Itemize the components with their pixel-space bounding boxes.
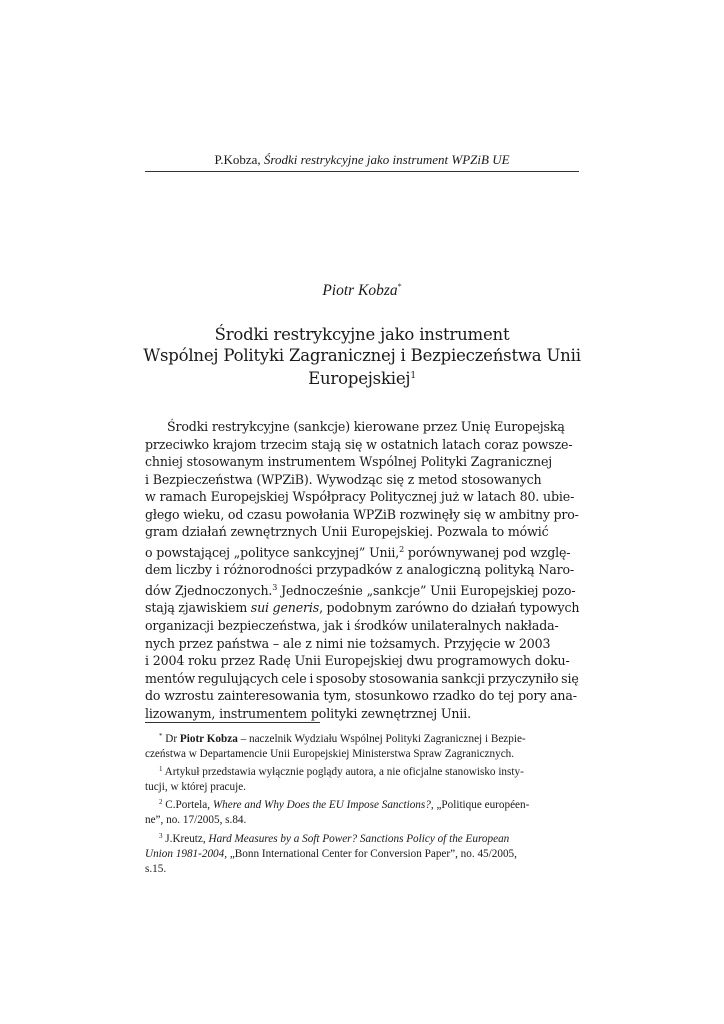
body-line: i Bezpieczeństwa (WPZiB). Wywodząc się z metod stosowanych: [145, 471, 542, 487]
body-line: dów Zjednoczonych.$^3$ Jednocześnie „sankcje” Unii Europejskiej pozo-: [145, 582, 576, 598]
italic-term: sui generis: [250, 600, 320, 616]
header-rule: [145, 171, 579, 172]
footnote-author-cont: czeństwa w Departamencie Unii Europejskiej Ministerstwa Spraw Zagranicznych.: [145, 748, 515, 761]
body-line: Środki restrykcyjne (sankcje) kierowane przez Unię Europejską: [167, 419, 565, 434]
article-title: [140, 324, 584, 389]
footnote-author: * Dr Piotr Kobza – naczelnik Wydziału Wspólnej Polityki Zagranicznej i Bezpie-: [159, 732, 526, 745]
footnote-3-page: s.15.: [145, 862, 167, 875]
header-author: P.Kobza,: [214, 152, 264, 167]
body-line: chniej stosowanym instrumentem Wspólnej Polityki Zagranicznej: [145, 454, 553, 470]
header-title: Środki restrykcyjne jako instrument WPZiB UE: [263, 152, 510, 167]
title-footnote-ref: 1: [410, 371, 416, 381]
body-line: gram działań zewnętrznych Unii Europejskiej. Pozwala to mówić: [145, 524, 549, 540]
body-line: przeciwko krajom trzecim stają się w ostatnich latach coraz powsze-: [145, 436, 573, 452]
footnotes: [145, 729, 579, 877]
body-line: lizowanym, instrumentem polityki zewnętrznej Unii.: [145, 705, 471, 721]
author-footnote-marker: *: [397, 282, 402, 291]
title-line-1: Środki restrykcyjne jako instrument: [214, 325, 510, 344]
body-line: stają zjawiskiem sui generis, podobnym zarówno do działań typowych: [145, 600, 580, 616]
body-line: w ramach Europejskiej Współpracy Politycznej już w latach 80. ubie-: [145, 489, 575, 505]
body-line: mentów regulujących cele i sposoby stosowania sankcji przyczyniło się: [145, 670, 579, 686]
body-line: organizacji bezpieczeństwa, jak i środków unilateralnych nakłada-: [145, 618, 559, 634]
footnote-1-cont: tucji, w której pracuje.: [145, 781, 246, 794]
footnote-3-cont: Union 1981-2004, „Bonn International Center for Conversion Paper”, no. 45/2005,: [145, 847, 517, 860]
article-author: [145, 278, 579, 300]
footnote-2-cont: ne”, no. 17/2005, s.84.: [145, 814, 247, 827]
body-line: głego wieku, od czasu powołania WPZiB rozwinęły się w ambitny pro-: [145, 506, 579, 522]
footnote-ref-3: 3: [272, 582, 278, 592]
footnote-rule: [145, 722, 320, 723]
title-line-2: Wspólnej Polityki Zagranicznej i Bezpieczeństwa Unii: [143, 346, 581, 365]
running-header: [145, 152, 579, 168]
footnote-3: $^3$ J.Kreutz, Hard Measures by a Soft Power? Sanctions Policy of the European: [159, 831, 510, 845]
body-line: do wzrostu zainteresowania tym, stosunkowo rzadko do tej pory ana-: [145, 688, 577, 704]
body-line: nych przez państwa – ale z nimi nie tożsamych. Przyjęcie w 2003: [145, 635, 551, 651]
body-paragraph: [145, 418, 579, 722]
author-name: Piotr Kobza: [322, 282, 398, 299]
footnote-1: $^1$ Artykuł przedstawia wyłącznie poglądy autora, a nie oficjalne stanowisko insty-: [159, 765, 524, 779]
body-line: dem liczby i różnorodności przypadków z analogiczną polityką Naro-: [145, 562, 574, 578]
body-line: o powstającej „polityce sankcyjnej” Unii,$^2$ porównywanej pod wzglę-: [145, 544, 571, 560]
body-line: i 2004 roku przez Radę Unii Europejskiej dwu programowych doku-: [145, 653, 570, 669]
title-line-3: Europejskiej$^1$: [308, 369, 416, 388]
footnote-2: $^2$ C.Portela, Where and Why Does the EU Impose Sanctions?, „Politique européen-: [159, 798, 530, 812]
footnote-ref-2: 2: [399, 544, 405, 554]
